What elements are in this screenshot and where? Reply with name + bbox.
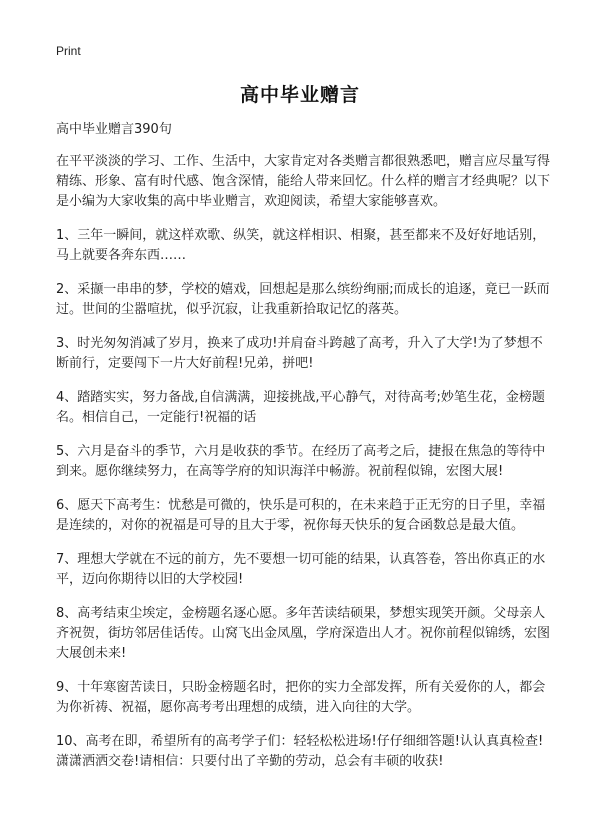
quote-item: 4、踏踏实实，努力备战,自信满满，迎接挑战,平心静气，对待高考;妙笔生花，金榜题名。相信自己，一定能行!祝福的话	[56, 390, 545, 425]
print-link[interactable]: Print	[56, 44, 81, 58]
quote-item: 2、采撷一串串的梦，学校的嬉戏，回想起是那么缤纷绚丽;而成长的追逐，竟已一跃而过。世间的尘嚣喧扰，似乎沉寂，让我重新拾取记忆的落英。	[56, 282, 550, 317]
intro-paragraph: 在平平淡淡的学习、工作、生活中，大家肯定对各类赠言都很熟悉吧，赠言应尽量写得精练、形象、富有时代感、饱含深情，能给人带来回忆。什么样的赠言才经典呢？以下是小编为大家收集的高中毕业赠言，欢迎阅读，希望大家能够喜欢。	[56, 154, 551, 209]
quote-item: 8、高考结束尘埃定，金榜题名逐心愿。多年苦读结硕果，梦想实现笑开颜。父母亲人齐祝贺，街坊邻居佳话传。山窝飞出金凤凰，学府深造出人才。祝你前程似锦绣，宏图大展创未来!	[56, 606, 551, 661]
quote-item: 9、十年寒窗苦读日，只盼金榜题名时，把你的实力全部发挥，所有关爱你的人，都会为你祈祷、祝福，愿你高考考出理想的成绩，进入向往的大学。	[56, 680, 546, 715]
quote-item: 7、理想大学就在不远的前方，先不要想一切可能的结果，认真答卷，答出你真正的水平，迈向你期待以旧的大学校园!	[56, 552, 546, 587]
page-title: 高中毕业赠言	[239, 84, 360, 106]
article-subtitle: 高中毕业赠言390句	[56, 122, 172, 137]
quote-item: 3、时光匆匆消减了岁月，换来了成功!并肩奋斗跨越了高考，升入了大学!为了梦想不断前行，定要闯下一片大好前程!兄弟，拼吧!	[56, 336, 543, 371]
quote-item: 1、三年一瞬间，就这样欢歌、纵笑，就这样相识、相聚，甚至都来不及好好地话别，马上就要各奔东西……	[56, 228, 546, 263]
article-body	[56, 120, 552, 786]
quote-item: 10、高考在即，希望所有的高考学子们：轻轻松松进场!仔仔细细答题!认认真真检查!潇潇洒洒交卷!请相信：只要付出了辛勤的劳动，总会有丰硕的收获!	[56, 734, 544, 769]
quote-item: 6、愿天下高考生：忧愁是可微的，快乐是可积的，在未来趋于正无穷的日子里，幸福是连续的，对你的祝福是可导的且大于零，祝你每天快乐的复合函数总是最大值。	[56, 498, 546, 533]
quote-item: 5、六月是奋斗的季节，六月是收获的季节。在经历了高考之后，捷报在焦急的等待中到来。愿你继续努力，在高等学府的知识海洋中畅游。祝前程似锦，宏图大展!	[56, 444, 546, 479]
